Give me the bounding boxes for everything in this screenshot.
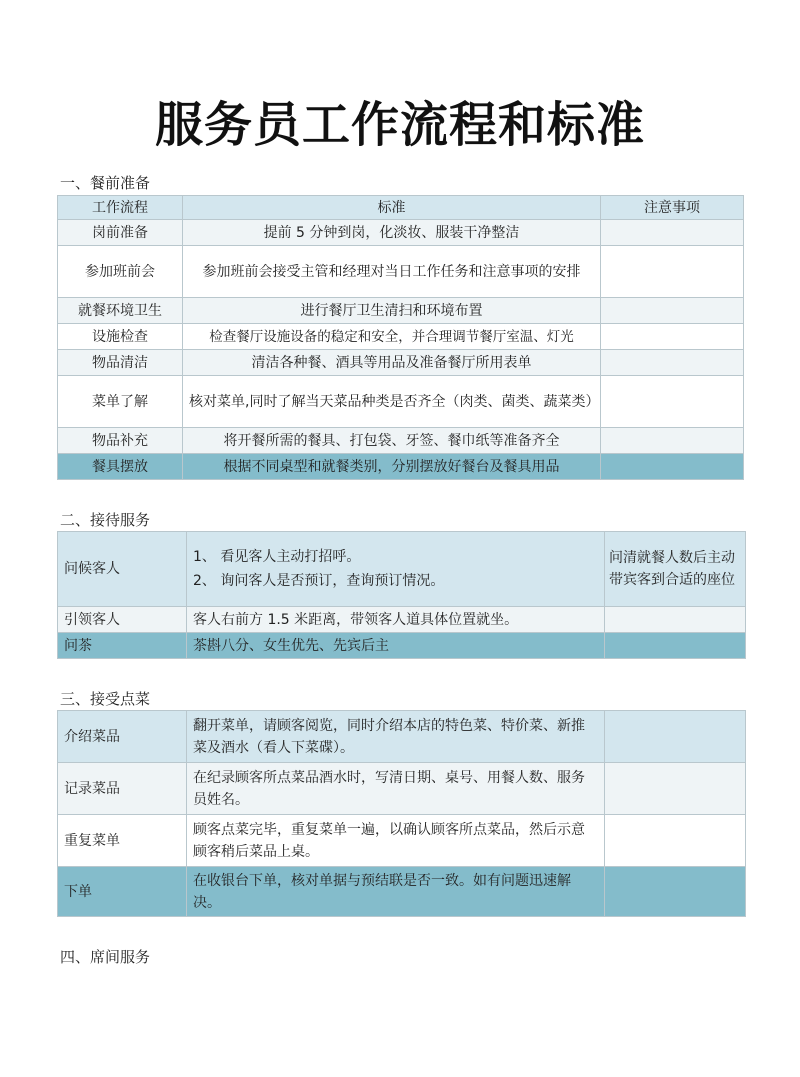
note-cell [605,815,746,867]
standard-cell [187,532,605,607]
standard-cell: 茶斟八分、女生优先、先宾后主 [187,633,605,659]
standard-cell: 将开餐所需的餐具、打包袋、牙签、餐巾纸等准备齐全 [183,428,601,454]
standard-cell: 提前 5 分钟到岗，化淡妆、服装干净整洁 [183,220,601,246]
process-cell: 物品清洁 [58,350,183,376]
table-row [58,532,746,607]
table-row [58,763,746,815]
standard-cell: 参加班前会接受主管和经理对当日工作任务和注意事项的安排 [183,246,601,298]
section-heading-1: 一、餐前准备 [60,174,151,192]
page-title: 服务员工作流程和标准 [154,97,645,153]
header-note: 注意事项 [601,196,744,220]
table-row [58,376,744,428]
table-row [58,633,746,659]
note-cell: 问清就餐人数后主动带宾客到合适的座位 [605,532,746,607]
standard-cell: 根据不同桌型和就餐类别，分别摆放好餐台及餐具用品 [183,454,601,480]
note-cell [601,376,744,428]
note-cell [605,711,746,763]
process-cell: 参加班前会 [58,246,183,298]
table-row [58,815,746,867]
process-cell: 岗前准备 [58,220,183,246]
table-row [58,711,746,763]
process-cell: 问候客人 [58,532,187,607]
section-heading-2: 二、接待服务 [60,511,151,529]
header-standard: 标准 [183,196,601,220]
table-row [58,607,746,633]
standard-cell: 在纪录顾客所点菜品酒水时，写清日期、桌号、用餐人数、服务员姓名。 [187,763,605,815]
process-cell: 介绍菜品 [58,711,187,763]
process-cell: 设施检查 [58,324,183,350]
process-cell: 就餐环境卫生 [58,298,183,324]
note-cell [601,298,744,324]
standard-line: 1、 看见客人主动打招呼。 [193,549,361,565]
standard-cell: 进行餐厅卫生清扫和环境布置 [183,298,601,324]
standard-cell: 在收银台下单，核对单据与预结联是否一致。如有问题迅速解决。 [187,867,605,917]
section-heading-4: 四、席间服务 [60,948,151,966]
standard-cell: 顾客点菜完毕，重复菜单一遍，以确认顾客所点菜品，然后示意顾客稍后菜品上桌。 [187,815,605,867]
standard-cell: 翻开菜单，请顾客阅览，同时介绍本店的特色菜、特价菜、新推菜及酒水（看人下菜碟）。 [187,711,605,763]
process-cell: 问茶 [58,633,187,659]
process-cell: 菜单了解 [58,376,183,428]
standard-cell: 清洁各种餐、酒具等用品及准备餐厅所用表单 [183,350,601,376]
ordering-table [57,710,746,917]
table-row [58,350,744,376]
note-cell [601,246,744,298]
note-cell [601,220,744,246]
process-cell: 记录菜品 [58,763,187,815]
note-cell [605,763,746,815]
table-row [58,867,746,917]
note-cell [601,428,744,454]
section-heading-3: 三、接受点菜 [60,690,151,708]
note-cell [605,867,746,917]
standard-cell: 检查餐厅设施设备的稳定和安全，并合理调节餐厅室温、灯光 [183,324,601,350]
table-row [58,428,744,454]
table-row [58,298,744,324]
note-cell [601,454,744,480]
note-cell [605,633,746,659]
standard-cell: 核对菜单,同时了解当天菜品种类是否齐全（肉类、菌类、蔬菜类） [183,376,601,428]
process-cell: 引领客人 [58,607,187,633]
process-cell: 餐具摆放 [58,454,183,480]
standard-line: 2、 询问客人是否预订，查询预订情况。 [193,573,445,589]
process-cell: 下单 [58,867,187,917]
prep-table [57,195,744,480]
note-cell [601,350,744,376]
table-row [58,454,744,480]
note-cell [601,324,744,350]
standard-cell: 客人右前方 1.5 米距离，带领客人道具体位置就坐。 [187,607,605,633]
table-header-row [58,196,744,220]
table-row [58,246,744,298]
process-cell: 物品补充 [58,428,183,454]
table-row [58,220,744,246]
header-process: 工作流程 [58,196,183,220]
note-cell [605,607,746,633]
table-row [58,324,744,350]
reception-table [57,531,746,659]
process-cell: 重复菜单 [58,815,187,867]
